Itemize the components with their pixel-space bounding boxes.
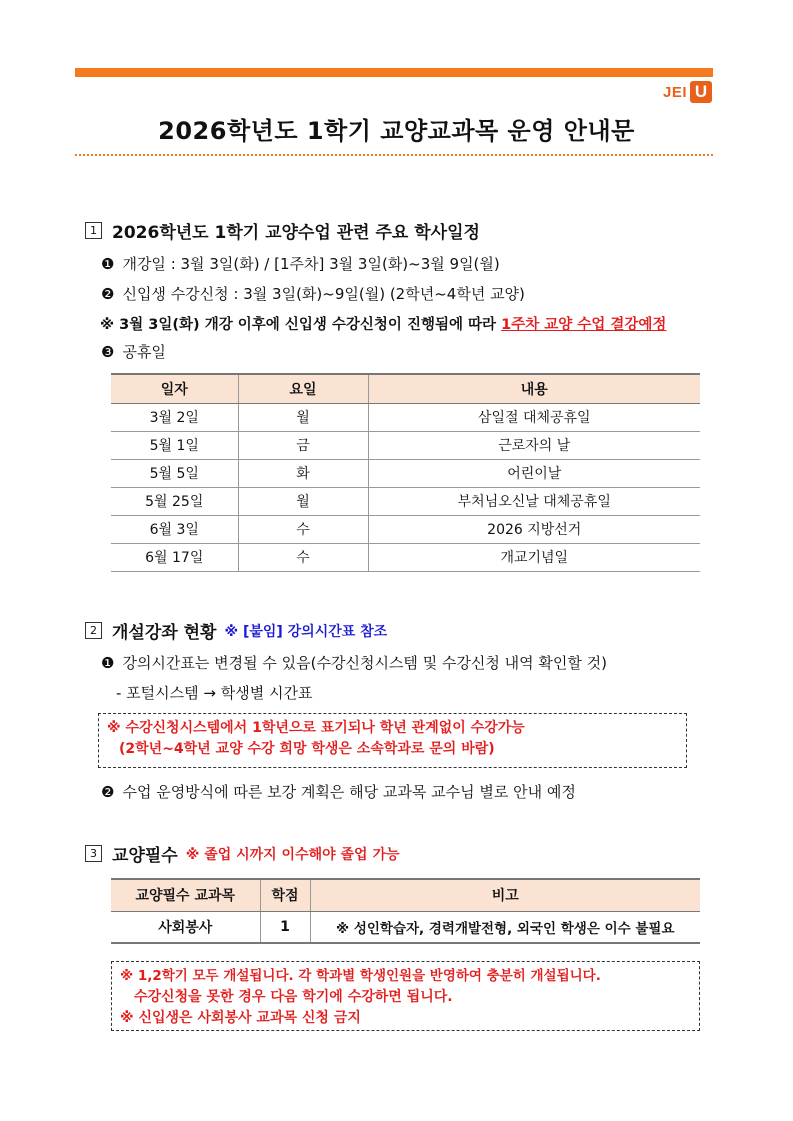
course-header: 교양필수 교과목 (111, 879, 260, 911)
section3-number: 3 (85, 845, 102, 862)
section1-number: 1 (85, 222, 102, 239)
course-remark: ※ 성인학습자, 경력개발전형, 외국인 학생은 이수 불필요 (310, 911, 700, 943)
section1-heading (85, 218, 480, 243)
section2-number: 2 (85, 622, 102, 639)
logo-mark-icon: U (690, 81, 712, 103)
holiday-desc: 삼일절 대체공휴일 (368, 403, 700, 431)
holiday-date: 3월 2일 (111, 403, 238, 431)
section1-item3 (101, 341, 166, 362)
bullet-2-icon: ❷ (101, 783, 115, 801)
notice-line: ※ 1,2학기 모두 개설됩니다. 각 학과별 학생인원을 반영하여 충분히 개설됩니다. (120, 968, 601, 984)
credit-header: 학점 (260, 879, 310, 911)
holiday-desc: 2026 지방선거 (368, 515, 700, 543)
holiday-date: 5월 1일 (111, 431, 238, 459)
item2-text: 수업 운영방식에 따른 보강 계획은 해당 교과목 교수님 별로 안내 예정 (122, 783, 576, 801)
logo-text: JEI (662, 83, 687, 101)
page-title: 2026학년도 1학기 교양교과목 운영 안내문 (158, 117, 635, 145)
item1-text: 강의시간표는 변경될 수 있음(수강신청시스템 및 수강신청 내역 확인할 것) (122, 654, 608, 672)
section3-heading-note: ※ 졸업 시까지 이수해야 졸업 가능 (185, 846, 400, 863)
section2-notice-box (98, 713, 687, 768)
title-divider (75, 154, 713, 156)
table-row (111, 911, 700, 943)
course-credit: 1 (260, 911, 310, 943)
section2-item2 (101, 781, 576, 802)
section1-item2 (101, 283, 525, 304)
holiday-day: 수 (238, 515, 368, 543)
section2-title: 개설강좌 현황 (112, 623, 217, 643)
table-row (111, 459, 700, 487)
bullet-1-icon: ❶ (101, 255, 115, 273)
bullet-3-icon: ❸ (101, 343, 115, 361)
section1-title: 2026학년도 1학기 교양수업 관련 주요 학사일정 (112, 223, 480, 243)
course-name: 사회봉사 (111, 911, 260, 943)
note-highlight: 1주차 교양 수업 결강예정 (501, 317, 667, 333)
holiday-desc: 근로자의 날 (368, 431, 700, 459)
section2-item1 (101, 652, 607, 673)
holiday-date: 5월 25일 (111, 487, 238, 515)
bullet-1-icon: ❶ (101, 654, 115, 672)
item2-text: 신입생 수강신청 : 3월 3일(화)~9일(월) (2학년~4학년 교양) (122, 285, 525, 303)
holiday-day: 수 (238, 543, 368, 571)
table-row (111, 543, 700, 571)
holiday-desc: 개교기념일 (368, 543, 700, 571)
holiday-header-date: 일자 (111, 374, 238, 403)
holiday-header-desc: 내용 (368, 374, 700, 403)
notice-line: 수강신청을 못한 경우 다음 학기에 수강하면 됩니다. (134, 989, 453, 1005)
holiday-date: 5월 5일 (111, 459, 238, 487)
header-accent-bar (75, 68, 713, 77)
holiday-day: 월 (238, 487, 368, 515)
section1-note (100, 313, 666, 334)
item3-text: 공휴일 (122, 343, 166, 361)
holiday-day: 화 (238, 459, 368, 487)
holiday-day: 금 (238, 431, 368, 459)
holiday-date: 6월 17일 (111, 543, 238, 571)
section2-heading-note: ※ [붙임] 강의시간표 참조 (224, 623, 388, 640)
remark-header: 비고 (310, 879, 700, 911)
holiday-date: 6월 3일 (111, 515, 238, 543)
section3-title: 교양필수 (112, 846, 178, 866)
table-row (111, 403, 700, 431)
holiday-day: 월 (238, 403, 368, 431)
notice-line: ※ 신입생은 사회봉사 교과목 신청 금지 (120, 1010, 361, 1026)
required-course-table (111, 878, 700, 944)
section2-heading (85, 618, 387, 643)
university-logo (656, 78, 712, 106)
holiday-desc: 어린이날 (368, 459, 700, 487)
item1-text: 개강일 : 3월 3일(화) / [1주차] 3월 3일(화)~3월 9일(월) (122, 255, 500, 273)
section3-notice-box (111, 961, 700, 1031)
holiday-desc: 부처님오신날 대체공휴일 (368, 487, 700, 515)
table-row (111, 515, 700, 543)
notice-line: (2학년~4학년 교양 수강 희망 학생은 소속학과로 문의 바람) (119, 741, 495, 757)
bullet-2-icon: ❷ (101, 285, 115, 303)
section1-item1 (101, 253, 500, 274)
section2-item1-sub: - 포털시스템 → 학생별 시간표 (116, 684, 313, 702)
section3-heading (85, 841, 400, 866)
holiday-table (111, 373, 700, 572)
notice-line: ※ 수강신청시스템에서 1학년으로 표기되나 학년 관계없이 수강가능 (107, 720, 525, 736)
table-row (111, 431, 700, 459)
note-prefix: ※ 3월 3일(화) 개강 이후에 신입생 수강신청이 진행됨에 따라 (100, 317, 502, 333)
table-row (111, 487, 700, 515)
holiday-header-day: 요일 (238, 374, 368, 403)
